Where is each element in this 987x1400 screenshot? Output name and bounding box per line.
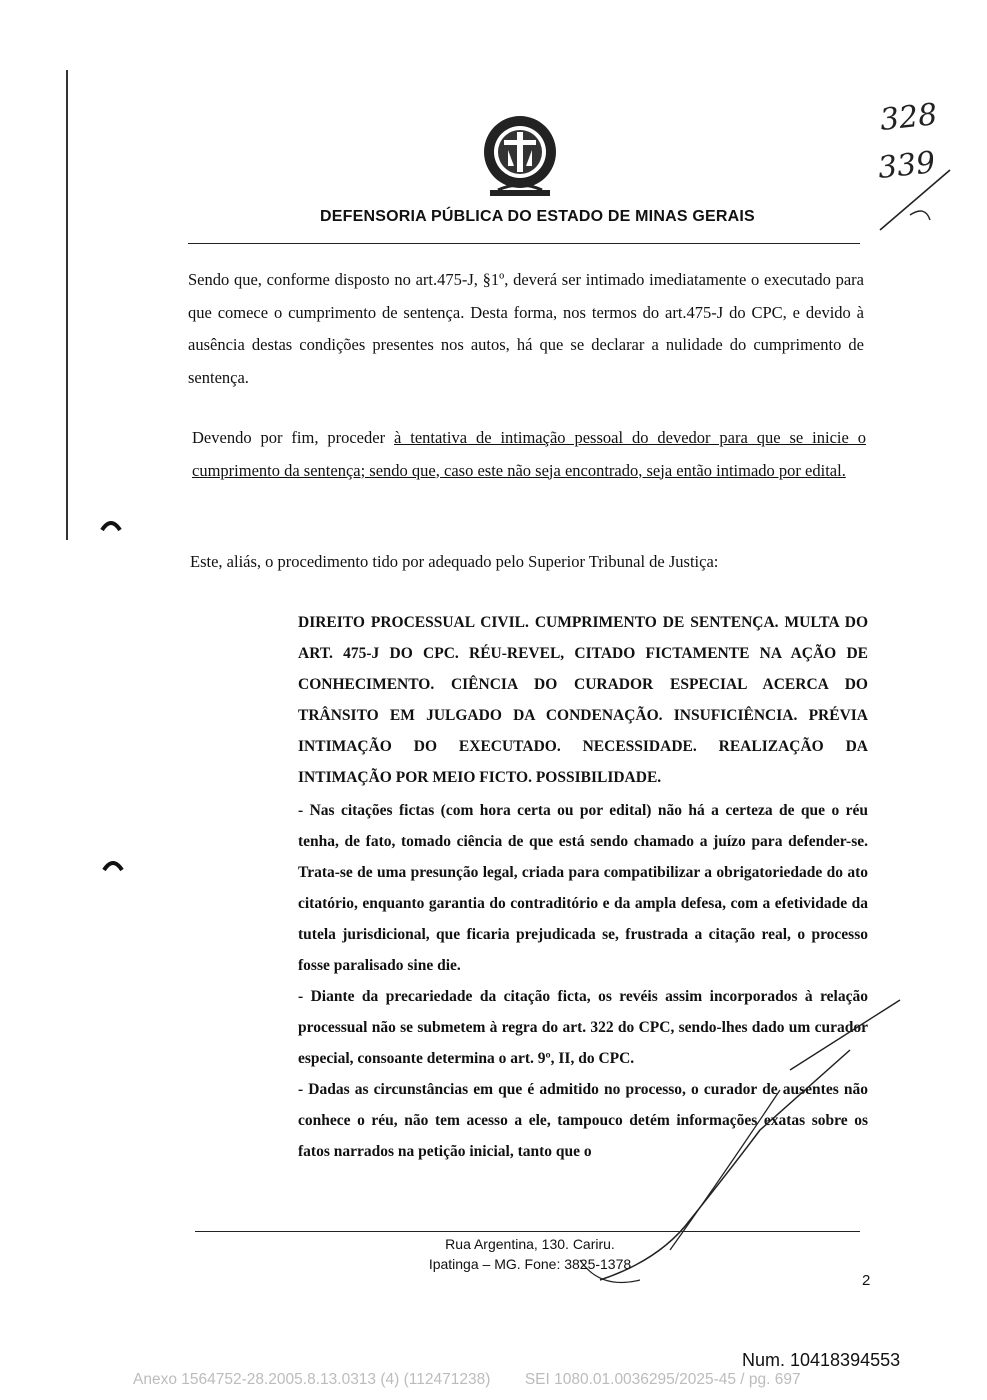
paragraph-intimacao-underlined: à tentativa de intimação pessoal do devedor para que se inicie o cumprimento da sentença; sendo que, caso este não seja encontrado, seja então intimado por edital.: [192, 428, 866, 480]
footer-address-street: Rua Argentina, 130. Cariru.: [445, 1236, 615, 1252]
paragraph-art-475j: Sendo que, conforme disposto no art.475-J, §1º, deverá ser intimado imediatamente o executado para que comece o cumprimento de sentença. Desta forma, nos termos do art.475-J do CPC, e devido à ausência destas condições presentes nos autos, há que se declarar a nulidade do cumprimento de sentença.: [188, 270, 864, 387]
page-number: 2: [862, 1272, 871, 1289]
binding-margin-line: [66, 70, 68, 540]
paragraph-stj-intro: Este, aliás, o procedimento tido por adequado pelo Superior Tribunal de Justiça:: [190, 552, 719, 571]
footer-divider: [195, 1231, 860, 1232]
quote-item: - Diante da precariedade da citação ficta, os revéis assim incorporados à relação processual não se submetem à regra do art. 322 do CPC, sendo-lhes dado um curador especial, consoante determina o art. 9º, II, do CPC.: [298, 988, 868, 1067]
document-number-stamp: Num. 10418394553: [742, 1350, 901, 1370]
handwritten-page-number-2: 339: [876, 145, 937, 186]
quote-item: - Nas citações fictas (com hora certa ou por edital) não há a certeza de que o réu tenha, de fato, tomado ciência de que está sendo chamado a juízo para defender-se. Trata-se de uma presunção legal, criada para compatibilizar a obrigatoriedade do ato citatório, enquanto garantia do contraditório e da ampla defesa, com a efetividade da tutela jurisdicional, que ficaria prejudicada se, frustrada a citação real, o processo fosse paralisado sine die.: [298, 802, 868, 974]
page-header-title: DEFENSORIA PÚBLICA DO ESTADO DE MINAS GERAIS: [320, 208, 755, 225]
footer-address-city-phone: Ipatinga – MG. Fone: 3825-1378: [428, 1256, 632, 1272]
quote-item: - Dadas as circunstâncias em que é admitido no processo, o curador de ausentes não conhece o réu, não tem acesso a ele, tampouco detém informações exatas sobre os fatos narrados na petição inicial, tanto que o: [298, 1081, 868, 1160]
quote-ementa-title: DIREITO PROCESSUAL CIVIL. CUMPRIMENTO DE SENTENÇA. MULTA DO ART. 475-J DO CPC. RÉU-REVEL, CITADO FICTAMENTE NA AÇÃO DE CONHECIMENTO. CIÊNCIA DO CURADOR ESPECIAL ACERCA DO TRÂNSITO EM JULGADO DA CONDENAÇÃO. INSUFICIÊNCIA. PRÉVIA INTIMAÇÃO DO EXECUTADO. NECESSIDADE. REALIZAÇÃO DA INTIMAÇÃO POR MEIO FICTO. POSSIBILIDADE.: [298, 614, 868, 786]
paragraph-intimacao: [192, 422, 866, 487]
annex-reference-watermark: Anexo 1564752-28.2005.8.13.0313 (4) (112471238) SEI 1080.01.0036295/2025-45 / pg. 697: [133, 1371, 801, 1388]
hole-punch-mark: [102, 856, 124, 872]
hole-punch-mark: [100, 516, 122, 532]
defensoria-emblem-icon: [470, 110, 570, 205]
paragraph-intimacao-lead: Devendo por fim, proceder: [192, 428, 394, 447]
handwritten-page-number-1: 328: [878, 97, 939, 138]
handwritten-slash-mark: [870, 80, 960, 240]
header-divider: [188, 243, 860, 244]
